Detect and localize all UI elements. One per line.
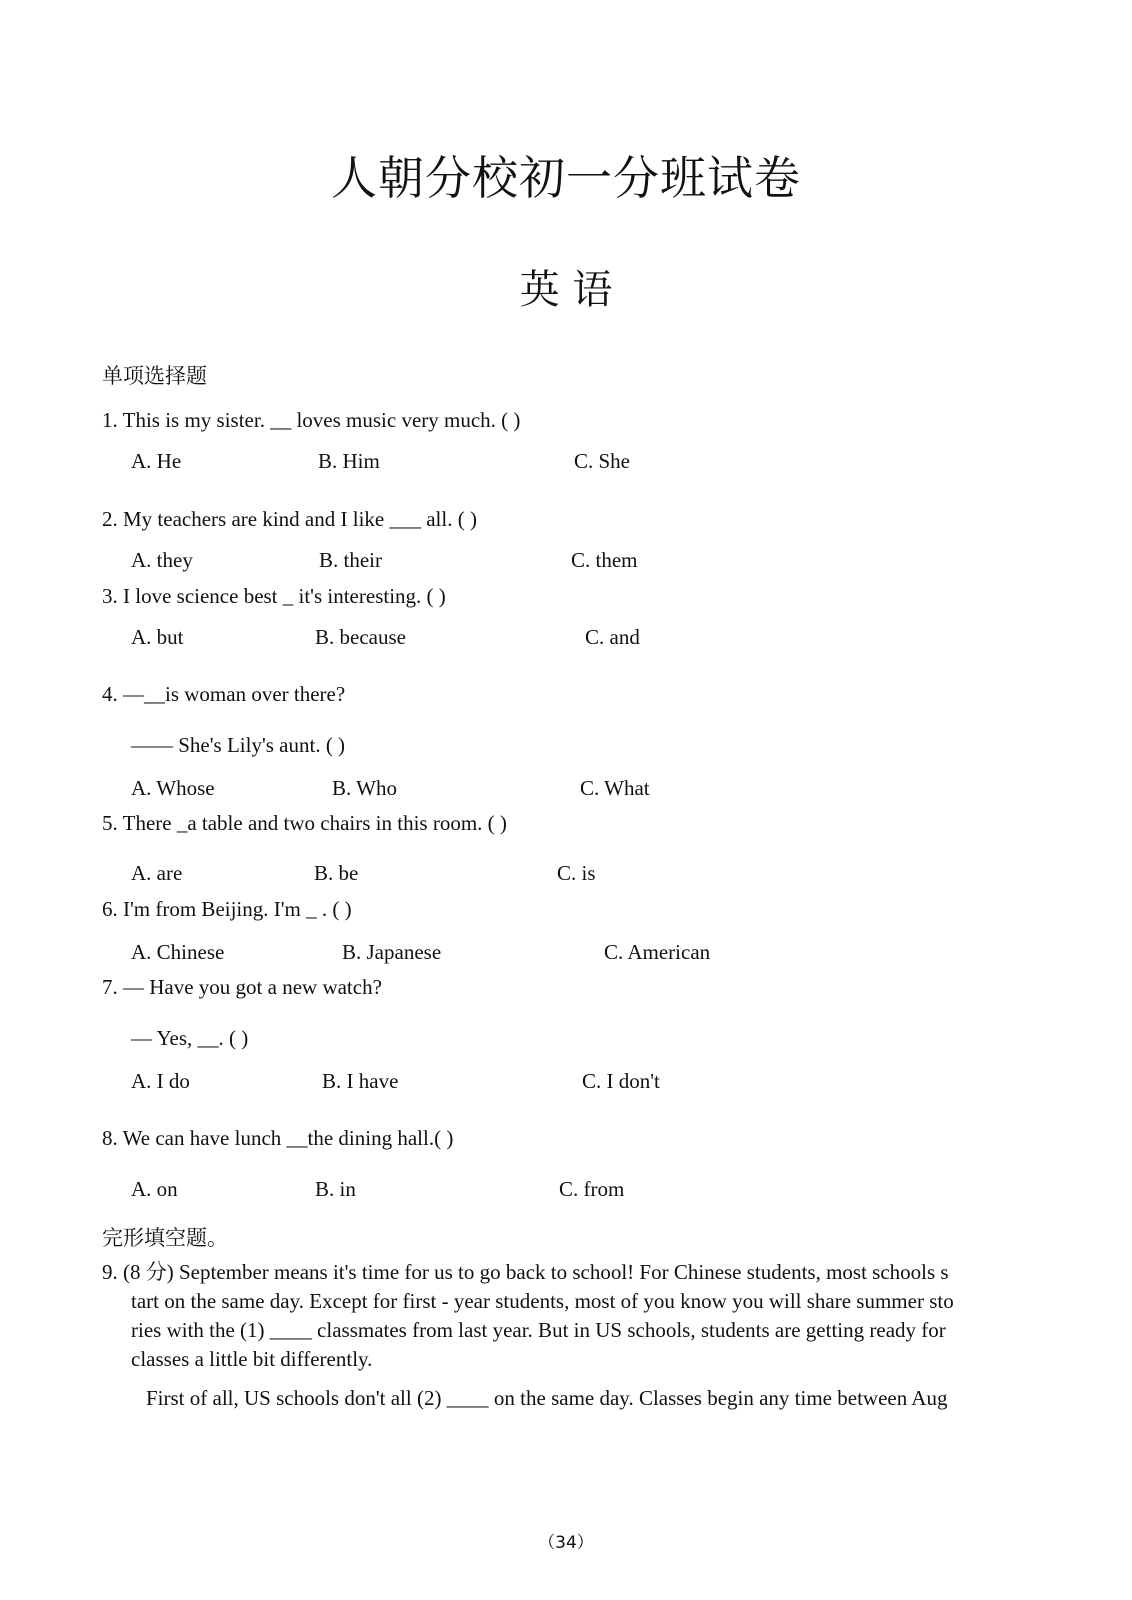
question-7-option-b: B. I have xyxy=(322,1069,399,1093)
subject-heading: 英 语 xyxy=(519,267,613,313)
question-1-option-c: C. She xyxy=(574,449,631,473)
question-3-option-a: A. but xyxy=(131,625,184,649)
question-7-option-c: C. I don't xyxy=(582,1069,660,1093)
question-5-option-c: C. is xyxy=(557,861,596,885)
question-6-stem: 6. I'm from Beijing. I'm _ . ( ) xyxy=(102,897,352,921)
question-9-line-2: tart on the same day. Except for first - year students, most of you know you will share summer sto xyxy=(131,1289,954,1313)
question-9-line-4: classes a little bit differently. xyxy=(131,1347,373,1371)
question-2-option-a: A. they xyxy=(131,548,193,572)
question-4-option-a: A. Whose xyxy=(131,776,215,800)
question-4-stem: 4. —__is woman over there? xyxy=(102,682,346,706)
question-3-stem: 3. I love science best _ it's interesting. ( ) xyxy=(102,584,446,608)
question-5-option-b: B. be xyxy=(314,861,359,885)
question-6-option-a: A. Chinese xyxy=(131,940,225,964)
question-2-stem: 2. My teachers are kind and I like ___ all. ( ) xyxy=(102,507,477,531)
question-6-option-c: C. American xyxy=(604,940,711,964)
question-8-option-b: B. in xyxy=(315,1177,356,1201)
question-8-option-c: C. from xyxy=(559,1177,625,1201)
question-4-option-b: B. Who xyxy=(332,776,397,800)
question-7-reply: — Yes, __. ( ) xyxy=(131,1026,249,1050)
question-2-option-b: B. their xyxy=(319,548,382,572)
question-8-stem: 8. We can have lunch __the dining hall.( ) xyxy=(102,1126,454,1150)
page-number: （34） xyxy=(538,1533,594,1553)
question-1-option-a: A. He xyxy=(131,449,182,473)
question-1-option-b: B. Him xyxy=(318,449,380,473)
question-4-reply: —— She's Lily's aunt. ( ) xyxy=(131,733,346,757)
question-7-option-a: A. I do xyxy=(131,1069,190,1093)
question-6-option-b: B. Japanese xyxy=(342,940,442,964)
question-2-option-c: C. them xyxy=(571,548,638,572)
section-heading-cloze: 完形填空题。 xyxy=(102,1226,228,1250)
question-7-stem: 7. — Have you got a new watch? xyxy=(102,975,382,999)
page-title: 人朝分校初一分班试卷 xyxy=(331,151,801,205)
question-9-line-1: 9. (8 分) September means it's time for us to go back to school! For Chinese students, most schools s xyxy=(102,1260,949,1284)
question-1-stem: 1. This is my sister. __ loves music very much. ( ) xyxy=(102,408,521,432)
question-9-paragraph-2: First of all, US schools don't all (2) ____ on the same day. Classes begin any time between Aug xyxy=(146,1386,948,1410)
question-3-option-c: C. and xyxy=(585,625,640,649)
section-heading-single-choice: 单项选择题 xyxy=(102,364,207,388)
question-4-option-c: C. What xyxy=(580,776,650,800)
question-9-line-3: ries with the (1) ____ classmates from last year. But in US schools, students are getting ready for xyxy=(131,1318,946,1342)
question-5-stem: 5. There _a table and two chairs in this room. ( ) xyxy=(102,811,507,835)
question-5-option-a: A. are xyxy=(131,861,183,885)
question-8-option-a: A. on xyxy=(131,1177,178,1201)
question-3-option-b: B. because xyxy=(315,625,406,649)
